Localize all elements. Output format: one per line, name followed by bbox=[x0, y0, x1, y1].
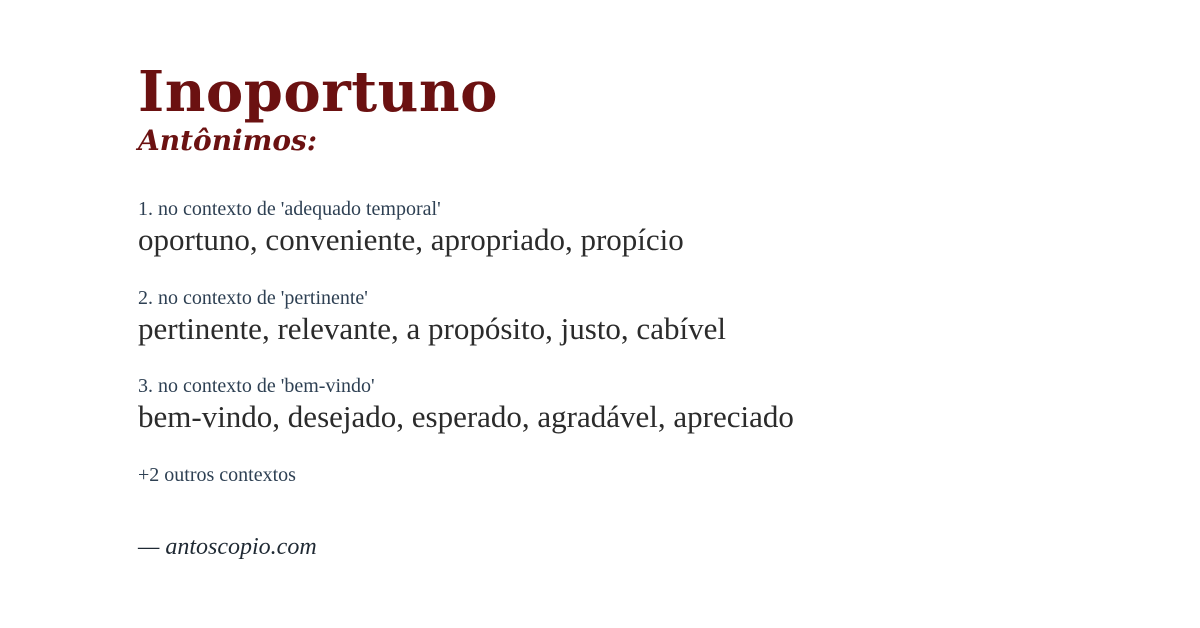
attribution-source: — antoscopio.com bbox=[138, 534, 317, 561]
antonym-entry-1 bbox=[138, 197, 1138, 260]
section-label-antonyms: Antônimos: bbox=[138, 124, 318, 158]
antonym-card bbox=[138, 60, 1138, 562]
entry-context: 1. no contexto de 'adequado temporal' bbox=[138, 197, 441, 220]
antonym-entries bbox=[138, 197, 1138, 437]
entry-antonyms: oportuno, conveniente, apropriado, propício bbox=[138, 221, 684, 257]
entry-context: 2. no contexto de 'pertinente' bbox=[138, 286, 368, 309]
antonym-entry-2 bbox=[138, 286, 1138, 349]
more-contexts-note: +2 outros contextos bbox=[138, 464, 296, 487]
antonym-entry-3 bbox=[138, 374, 1138, 437]
entry-context: 3. no contexto de 'bem-vindo' bbox=[138, 375, 375, 398]
entry-antonyms: pertinente, relevante, a propósito, justo, cabível bbox=[138, 310, 726, 346]
entry-antonyms: bem-vindo, desejado, esperado, agradável, apreciado bbox=[138, 399, 794, 435]
word-title: Inoportuno bbox=[138, 59, 498, 125]
